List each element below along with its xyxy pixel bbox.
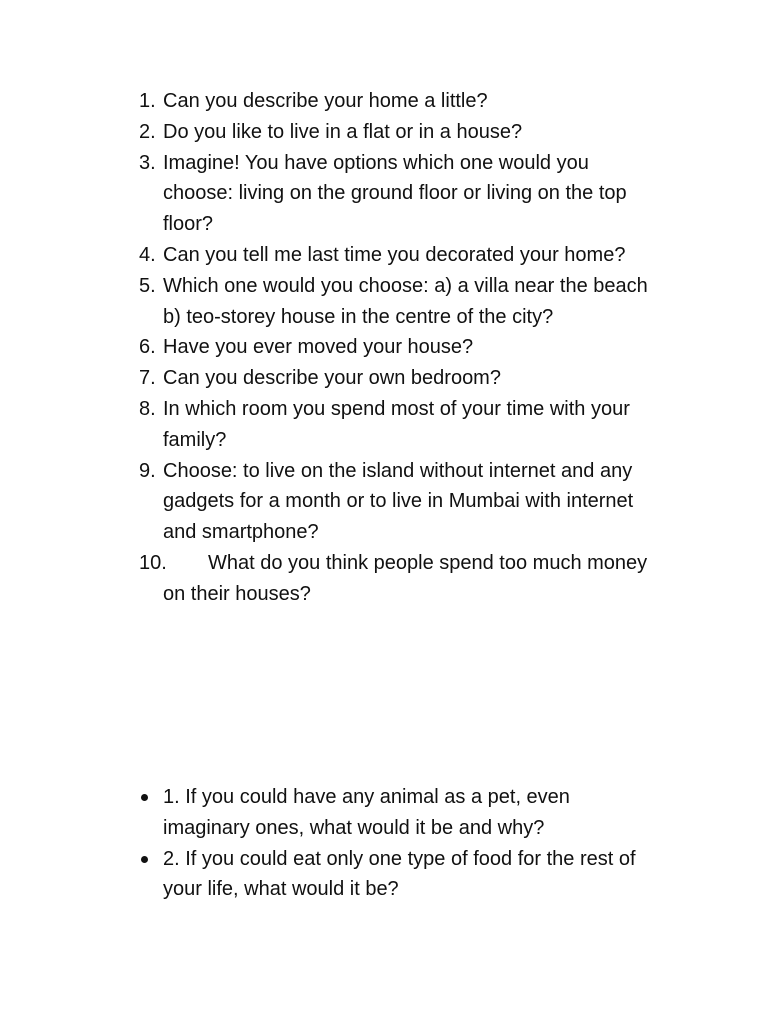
bullet-icon [141,856,148,863]
item-text: Imagine! You have options which one would you choose: living on the ground floor or living on the top floor? [163,151,627,236]
item-number: 3. [139,151,156,174]
item-text: Have you ever moved your house? [163,336,474,359]
list-item [139,271,659,333]
bullet-item [139,782,659,844]
item-number: 4. [139,243,156,266]
item-number: 2. [139,120,156,143]
bullet-item [139,844,659,906]
bullet-icon [141,794,148,801]
bullet-text: 1. If you could have any animal as a pet, even imaginary ones, what would it be and why? [163,786,570,839]
item-number: 9. [139,459,156,482]
item-text: What do you think people spend too much money on their houses? [163,551,648,605]
item-text: Can you describe your own bedroom? [163,367,501,390]
list-item [139,394,659,456]
question-list [139,86,659,610]
item-number: 6. [139,336,156,359]
item-text: Do you like to live in a flat or in a house? [163,120,523,143]
item-number: 10. [139,551,167,574]
item-text: Can you describe your home a little? [163,90,488,112]
list-item [139,86,659,117]
bullet-list [139,782,659,905]
item-number: 1. [139,90,156,112]
item-text: In which room you spend most of your time with your family? [163,397,630,451]
list-item [139,117,659,148]
list-item [139,240,659,271]
item-text: Choose: to live on the island without internet and any gadgets for a month or to live in Mumbai with internet and smartphone? [163,459,634,544]
item-number: 5. [139,274,156,297]
bullet-text: 2. If you could eat only one type of food for the rest of your life, what would it be? [163,847,636,901]
list-item [139,363,659,394]
list-item [139,548,659,610]
item-text: Which one would you choose: a) a villa near the beach b) teo-storey house in the centre of the city? [163,274,648,328]
list-item [139,456,659,548]
list-item [139,332,659,363]
item-text: Can you tell me last time you decorated your home? [163,243,626,266]
item-number: 8. [139,397,156,420]
list-item [139,148,659,240]
item-number: 7. [139,367,156,390]
